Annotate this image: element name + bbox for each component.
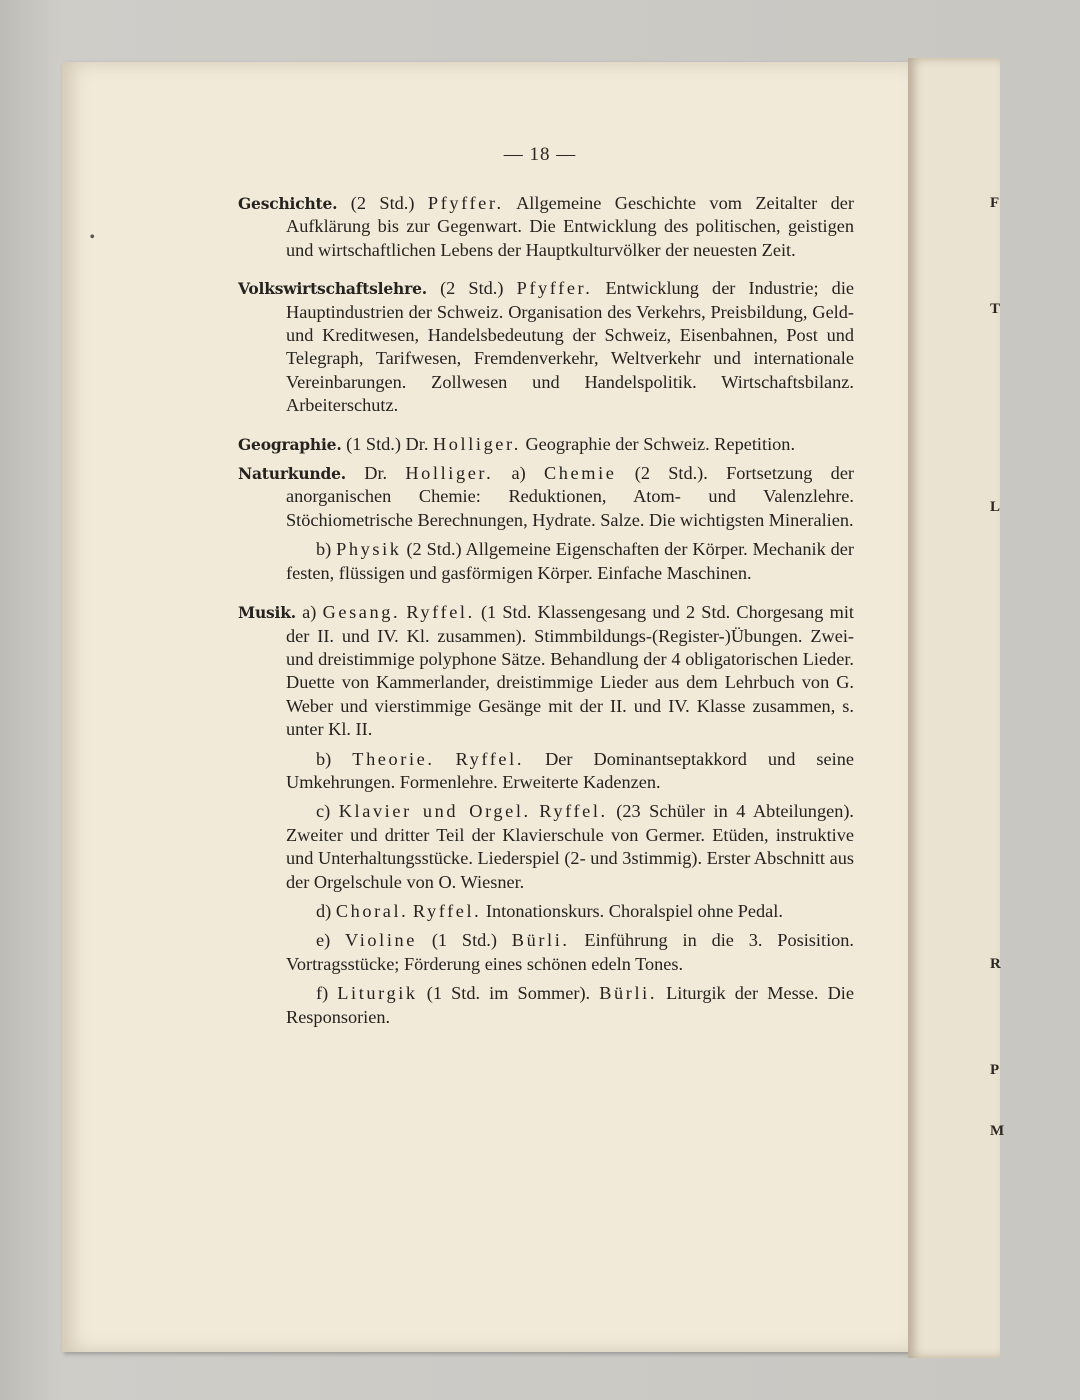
teacher-name: Bürli. — [599, 983, 657, 1004]
teacher-name: Ryffel. — [539, 801, 608, 822]
facing-page-edge — [908, 58, 1000, 1358]
sub-subject: Liturgik — [337, 983, 418, 1004]
hours: (2 Std.) — [440, 278, 504, 299]
subject-heading: Naturkunde. — [238, 464, 346, 484]
facing-page-letter: T — [990, 301, 1001, 317]
entry-text: Intonationskurs. Choralspiel ohne Pedal. — [485, 900, 783, 921]
entry-text: Allgemeine Eigenschaften der Körper. Mechanik der festen, flüssigen und gasförmigen Körper. Einfache Maschinen. — [286, 539, 854, 583]
entry-text: Liturgik der Messe. Die Responsorien. — [286, 983, 854, 1027]
teacher-name: Bürli. — [511, 930, 570, 951]
sub-label: e) — [316, 930, 331, 951]
sub-subject: Gesang. — [322, 602, 401, 623]
hours: (1 Std. im Sommer). — [426, 983, 591, 1004]
entry-text: (23 Schüler in 4 Abteilungen). Zweiter und dritter Teil der Klavierschule von Germer. Etüden, instruktive und Unterhaltungsstücke. Liederspiel (2- und 3stimmig). Erster Abschnitt aus der Orgelschule von O. Wiesner. — [286, 801, 854, 892]
entry-geographie — [238, 433, 854, 456]
entry-naturkunde-physik — [238, 538, 854, 585]
subject-heading: Volkswirtschaftslehre. — [238, 279, 427, 299]
sub-label: f) — [316, 983, 329, 1004]
entry-musik — [238, 601, 854, 741]
facing-page-letter: P — [990, 1062, 1000, 1078]
teacher-name: Pfyffer. — [427, 193, 504, 213]
sub-subject: Violine — [345, 930, 417, 951]
facing-page-letter: L — [990, 499, 1001, 515]
subject-heading: Geschichte. — [238, 194, 338, 213]
hours: (1 Std.) — [431, 930, 497, 951]
hours: (1 Std.) — [346, 433, 401, 454]
subject-heading: Geographie. — [238, 434, 342, 454]
entry-text: (1 Std. Klassengesang und 2 Std. Chorgesang mit der II. und IV. Kl. zusammen). Stimmbildungs-(Register-)Übungen. Zwei- und dreistimmige polyphone Sätze. Behandlung der 4 obligatorischen Lieder. Duette von Kammerlander, dreistimmige Lieder aus dem Lehrbuch von G. Weber und vierstimmige Gesänge mit der II. und IV. Klasse zusammen, s. unter Kl. II. — [286, 602, 854, 740]
entry-musik-liturgik — [238, 982, 854, 1029]
entry-musik-choral — [238, 900, 854, 923]
sub-subject: Physik — [336, 539, 402, 560]
hours: (2 Std.) — [406, 539, 462, 560]
page-number: — 18 — — [503, 144, 577, 165]
hours: (2 Std.). — [634, 463, 708, 484]
facing-page-letter: R — [990, 956, 1001, 972]
page-body — [238, 192, 854, 1035]
hours: (2 Std.) — [350, 193, 415, 213]
teacher-name: Ryffel. — [406, 602, 475, 623]
entry-text: Fortsetzung der anorganischen Chemie: Reduktionen, Atom- und Valenzlehre. Stöchiometrische Berechnungen, Hydrate. Salze. Die wichtigsten Mineralien. — [286, 463, 855, 530]
sub-subject: Theorie. — [352, 748, 435, 769]
entry-geschichte — [238, 192, 854, 262]
entry-naturkunde — [238, 462, 854, 532]
teacher-name: Ryffel. — [455, 748, 524, 769]
sub-label: a) — [511, 463, 526, 484]
sub-label: b) — [316, 539, 332, 560]
teacher-name: Ryffel. — [412, 900, 482, 921]
entry-text: Allgemeine Geschichte vom Zeitalter der Aufklärung bis zur Gegenwart. Die Entwicklung des politischen, geistigen und wirtschaftlichen Lebens der Hauptkulturvölker der neuesten Zeit. — [286, 193, 855, 260]
entry-text: Geographie der Schweiz. Repetition. — [525, 433, 796, 454]
entry-musik-violine — [238, 929, 854, 976]
teacher-name: Holliger. — [432, 433, 521, 454]
sub-label: d) — [316, 900, 332, 921]
entry-musik-klavier — [238, 800, 854, 894]
entry-volkswirtschaftslehre — [238, 277, 854, 417]
sub-label: a) — [302, 602, 317, 623]
sub-subject: Choral. — [335, 900, 409, 921]
entry-text: Der Dominantseptakkord und seine Umkehrungen. Formenlehre. Erweiterte Kadenzen. — [286, 748, 854, 792]
teacher-name: Pfyffer. — [516, 278, 593, 299]
facing-page-letter: M — [990, 1123, 1005, 1139]
sub-label: c) — [316, 801, 331, 822]
entry-musik-theorie — [238, 748, 854, 795]
sub-subject: Klavier und Orgel. — [338, 801, 531, 822]
subject-heading: Musik. — [238, 603, 296, 623]
stray-pencil-mark: • — [85, 229, 99, 246]
teacher-name: Holliger. — [405, 463, 494, 484]
entry-text: Einführung in die 3. Posisition. Vortragsstücke; Förderung eines schönen edeln Tones. — [286, 930, 854, 974]
sub-subject: Chemie — [544, 463, 617, 484]
teacher-title: Dr. — [364, 463, 388, 484]
sub-label: b) — [316, 748, 332, 769]
teacher-title: Dr. — [405, 433, 429, 454]
entry-text: Entwicklung der Industrie; die Hauptindustrien der Schweiz. Organisation des Verkehrs, Preisbildung, Geld- und Kreditwesen, Handelsbedeutung der Schweiz, Eisenbahnen, Post und Telegraph, Tarifwesen, Fremdenverkehr, Weltverkehr und internationale Vereinbarungen. Zollwesen und Handelspolitik. Wirtschaftsbilanz. Arbeiterschutz. — [286, 278, 855, 416]
facing-page-letter: F — [990, 195, 1000, 211]
